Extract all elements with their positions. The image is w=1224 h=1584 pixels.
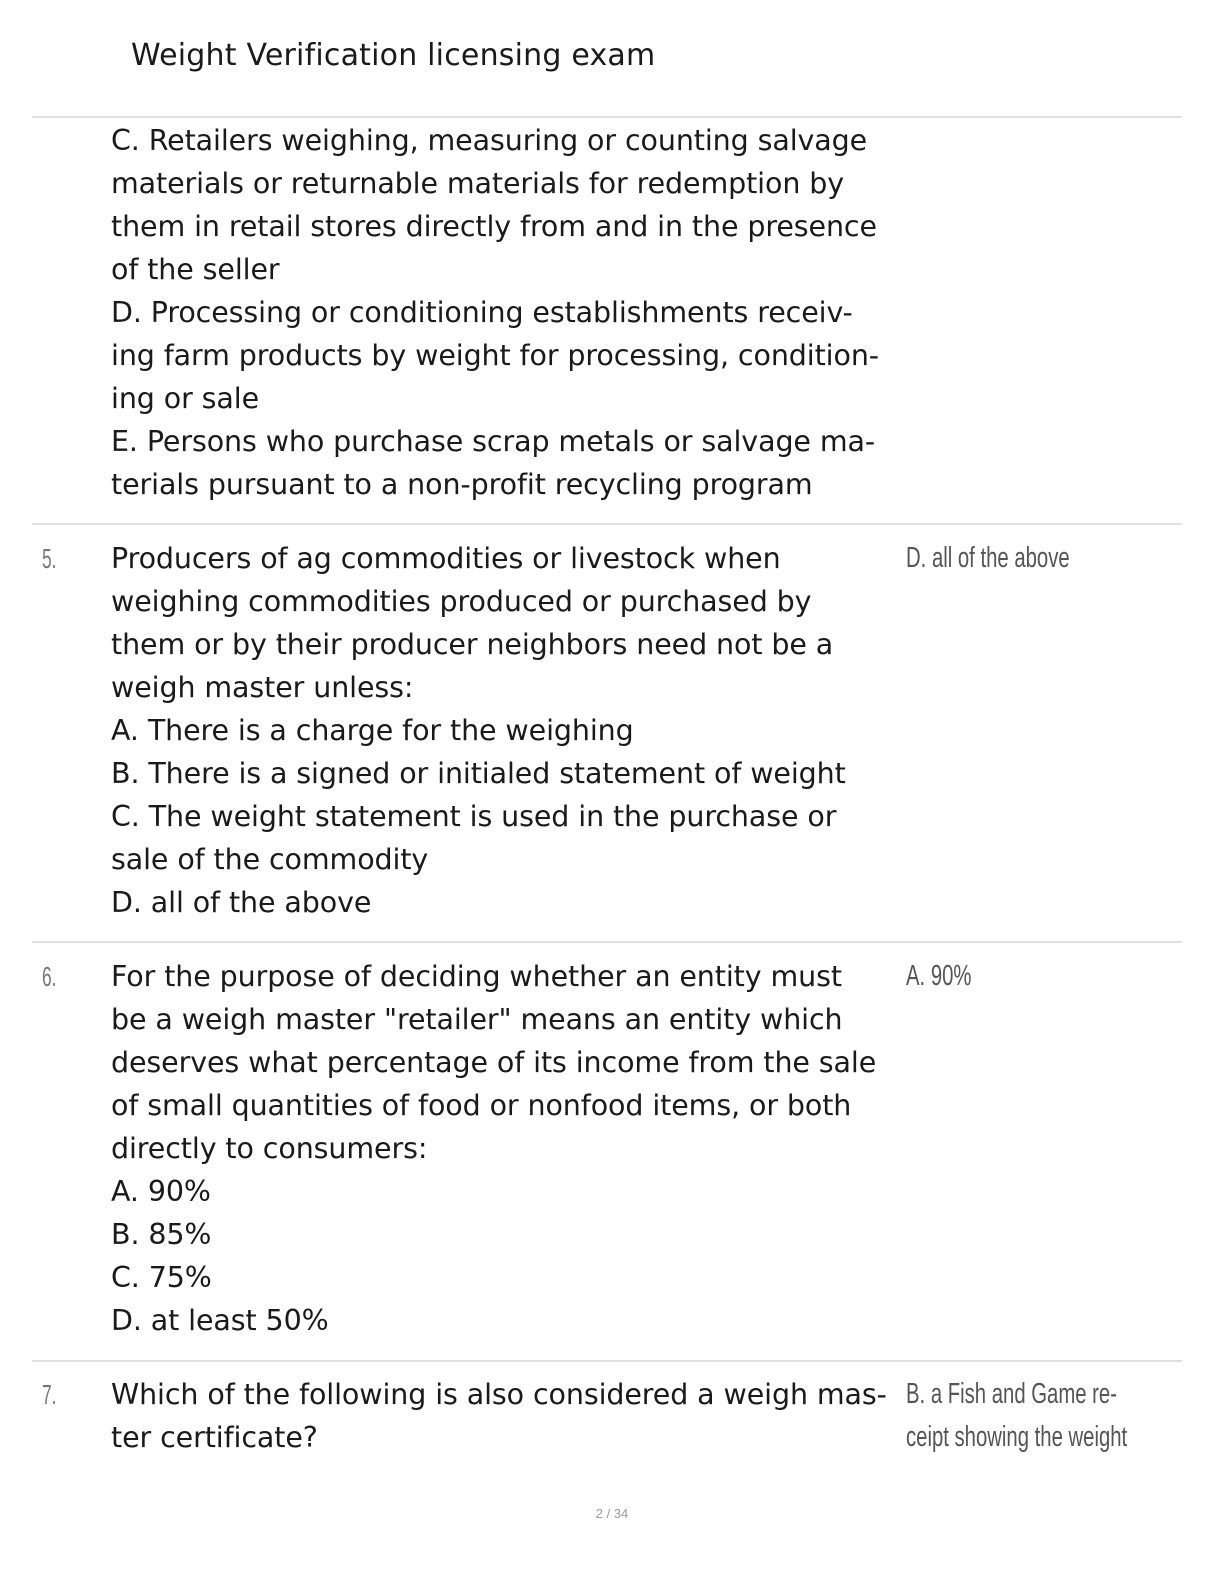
question-line: be a weigh master "retailer" means an entity which xyxy=(111,1003,843,1036)
option-line: B. There is a signed or initialed statement of weight xyxy=(111,757,846,790)
question-line: of small quantities of food or nonfood items, or both xyxy=(111,1089,852,1122)
question-line: weigh master unless: xyxy=(111,671,414,704)
option-line: D. all of the above xyxy=(111,886,372,919)
question-6-answer xyxy=(906,955,1130,998)
option-line: D. at least 50% xyxy=(111,1304,329,1337)
option-line: A. 90% xyxy=(111,1175,211,1208)
option-line: D. Processing or conditioning establishments receiv- xyxy=(111,296,853,329)
question-4-continued-options xyxy=(111,119,911,506)
option-line: C. Retailers weighing, measuring or counting salvage xyxy=(111,124,868,157)
page-indicator: 2 / 34 xyxy=(595,1506,629,1521)
question-line: weighing commodities produced or purchased by xyxy=(111,585,812,618)
option-line: C. The weight statement is used in the purchase or xyxy=(111,800,837,833)
question-line: Producers of ag commodities or livestock when xyxy=(111,542,781,575)
question-6-text xyxy=(111,955,911,1342)
question-line: deserves what percentage of its income from the sale xyxy=(111,1046,877,1079)
question-line: ter certificate? xyxy=(111,1421,318,1454)
question-line: Which of the following is also considered a weigh mas- xyxy=(111,1378,887,1411)
answer-line: A. 90% xyxy=(906,960,972,992)
option-line: E. Persons who purchase scrap metals or salvage ma- xyxy=(111,425,876,458)
question-7-answer xyxy=(906,1373,1130,1459)
option-line: sale of the commodity xyxy=(111,843,429,876)
question-7-text xyxy=(111,1373,911,1459)
section-divider xyxy=(32,941,1182,943)
section-divider xyxy=(32,116,1182,118)
question-5-text xyxy=(111,537,911,924)
answer-line: ceipt showing the weight xyxy=(906,1421,1128,1453)
answer-line: B. a Fish and Game re- xyxy=(906,1378,1117,1410)
option-line: them in retail stores directly from and in the presence xyxy=(111,210,877,243)
option-line: A. There is a charge for the weighing xyxy=(111,714,634,747)
question-number: 6. xyxy=(42,961,57,992)
question-number: 5. xyxy=(42,543,57,574)
option-line: terials pursuant to a non-profit recycling program xyxy=(111,468,813,501)
option-line: of the seller xyxy=(111,253,280,286)
question-line: them or by their producer neighbors need not be a xyxy=(111,628,834,661)
option-line: ing farm products by weight for processing, condition- xyxy=(111,339,879,372)
question-5-answer xyxy=(906,537,1130,580)
option-line: B. 85% xyxy=(111,1218,212,1251)
section-divider xyxy=(32,1360,1182,1362)
question-line: For the purpose of deciding whether an entity must xyxy=(111,960,842,993)
answer-line: D. all of the above xyxy=(906,542,1070,574)
section-divider xyxy=(32,523,1182,525)
document-title: Weight Verification licensing exam xyxy=(131,38,656,73)
question-number: 7. xyxy=(42,1379,57,1410)
option-line: C. 75% xyxy=(111,1261,212,1294)
option-line: materials or returnable materials for redemption by xyxy=(111,167,845,200)
question-line: directly to consumers: xyxy=(111,1132,428,1165)
option-line: ing or sale xyxy=(111,382,260,415)
